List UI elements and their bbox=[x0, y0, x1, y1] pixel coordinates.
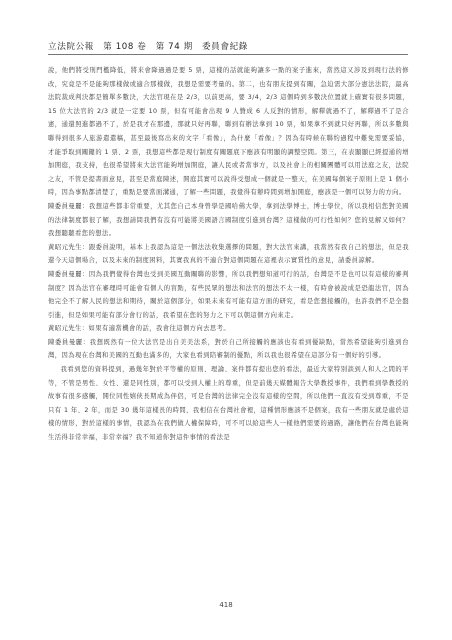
paragraph-chen-3-continued bbox=[48, 363, 409, 445]
header-divider bbox=[48, 54, 408, 55]
speaker-label: 陳委員曼麗： bbox=[48, 338, 90, 346]
paragraph-text: 因為我們覺得台灣也受到美國互動關聯的影響，所以我們想知道可行的話，台灣是不是也可以有這樣的審判制度？因為法官在審理時可能會有個人的盲點，有些民眾的想法和法官的想法不太一樣，有時會被說成是恐龍法官，因為他完全不了解人民的想法和期待，關於這個部分，如果未來有可能有這方面的研究，看是您想接觸的，也許我們不是全盤引進，但是如果可能有部分會行的話，我希望在您的努力之下可以朝這個方向來走。 bbox=[48, 270, 409, 319]
paragraph-text: 說，他們將受刑門檻降低，將来會降過過是要 5 票，這樣的話就能夠讓多一點的案子進來，當然這又涉及到現行法的修改，究竟是不是能夠那樣做或適合那樣做，我想是需要考量的。第二，也有朋友提到有關，急迫需大部分憲法法院，最高法院裁成判決都是簡單多數決，大法官現在是 2/3，以前更高，要 3/4，2/3 這個時到多數決位置就上確實有很多問題，15 位大法官的 2/3 就是一定要 10 票，但有可能會出現 9 人贊成 6 人反對的情形，解釋就過不了，解釋過不了是合憲，通還照進都過不了，於是我才在那邊，那就只好再聯，聯到有辦法拿到 10 票，如果拿不到就只好再聯，所以多數與聯得到很多人旅游遣遣稿，甚至最後寫出來的文字「看像」，為什麼「看像」？因為有時候在聯約過程中難免需要妥協，才能爭取到關鍵的 1 票、2 票，我想這些都是現行制度有關題底下應該有明顯的調整空間。第三，在表顯顯已經提通的增加開庭，我支持，也很希望將來大法官能夠增加開庭，讓人民或者當事方，以及社會上的相關團體可以用法庭之友，法院之友，不管是提書面意見，甚至是當庭陳述，開庭其實可以說得受想成一個就是一整天，在美國每個案子原則上是 1 個小時，因為事點都清楚了，重點是要當面溝通，了解一些問題，我覺得有辦時間到增加開庭，應該是一個可以努力的方向。 bbox=[48, 67, 409, 197]
paragraph-huang-2 bbox=[48, 322, 409, 336]
page-number: 418 bbox=[219, 601, 233, 609]
paragraph-text: 我看到您的資料提到，過幾年對於平等權的原則、理論、案件都有提出您的看法，最近大家特別談到人和人之間的平等，不管是男性、女性、還是同性別，都可以受到人權上的尊重，但是前幾天媒體報告大學教授事件，我們看到學教授的故事有很多感觸，開位同性嬉俠長期成為伴侶，可是台灣的法律完全沒有這樣的空間，所以他們一直沒有受到尊重，不是只有 1 年、2 年，而是 30 幾年這樣長的時間，我相信在台灣社會裡，這種情形應該不是個案，我有一些朋友就是處於這樣的情形，對於這樣的事情，我認為在我們做人權保障時，可不可以給這些人一樣他們需要的過路，讓他們在台灣也能夠生活得非常幸福，非常幸福？我不知道你對這件事情的看法是 bbox=[48, 366, 409, 442]
paragraph-huang-1 bbox=[48, 241, 409, 268]
paragraph-chen-1 bbox=[48, 200, 409, 241]
paragraph-chen-2 bbox=[48, 268, 409, 322]
paragraph-text: 如果有適當機會的話，我會往這個方向去思考。 bbox=[88, 325, 231, 333]
speaker-label: 陳委員曼麗： bbox=[48, 202, 89, 210]
paragraph-text: 跟委員說明，基本上我認為這是一個法法收集選擇的問題，對大法官來講，我當然有我自己的想法，但是我還今天這個場合，以及未來的制度困料，其實我真的不適合對這個問題在這裡表示實質性的意見，請委員諒解。 bbox=[48, 243, 409, 265]
paragraph-text: 我想這些都非常重要，尤其您自己本身曾學是國哈佛大學，拿到法學博士，博士學位，所以我相信您對美國的法律制度都很了解，我想請問我們有沒有可能將美國語言國制度引進到台灣？這樣做的可行性如何？您的見解又如何？我想聽聽看您的想法。 bbox=[48, 202, 409, 238]
paragraph-chen-3 bbox=[48, 336, 409, 363]
gazette-header: 立法院公報 第 108 卷 第 74 期 委員會紀錄 bbox=[48, 42, 248, 52]
document-body bbox=[48, 64, 409, 445]
speaker-label: 黃昭元先生： bbox=[48, 243, 89, 251]
speaker-label: 陳委員曼麗： bbox=[48, 270, 89, 278]
speaker-label: 黃昭元先生： bbox=[48, 325, 89, 333]
paragraph-continuation bbox=[48, 64, 409, 200]
paragraph-text: 我想既然有一位大法官是出自美美法系，對於自己所接觸的應該也有看到優缺點，當然希望能夠引進到台灣，因為現在台灣和美國的互動也滿多的，大家也看到陪審制的優點，所以我也很希望在這部分有一個好的引導。 bbox=[48, 338, 410, 360]
